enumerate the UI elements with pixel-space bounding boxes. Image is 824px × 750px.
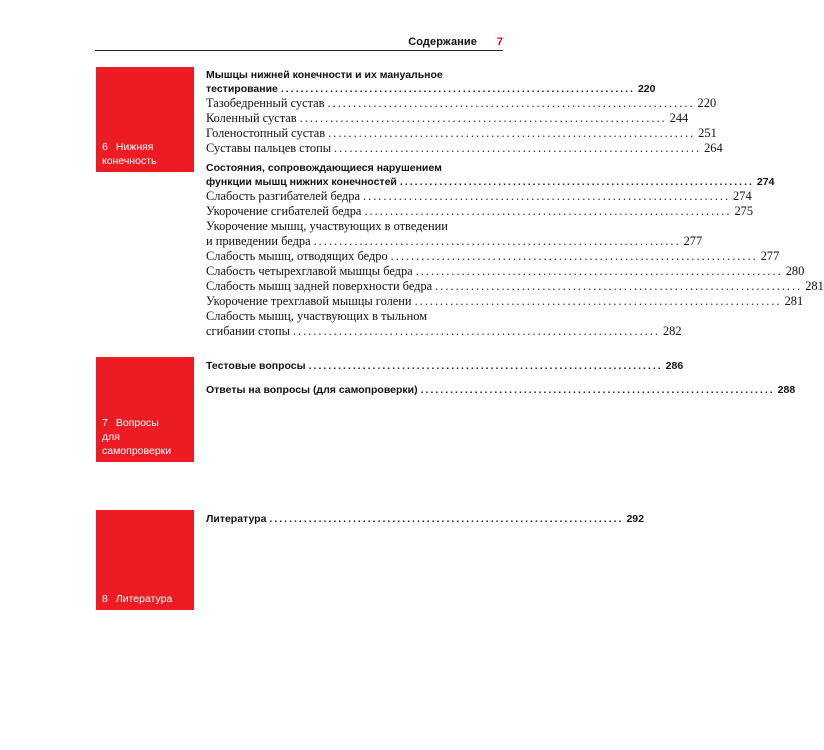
leader-dots: ........................................................................ — [364, 204, 732, 218]
chapter-6-title-line2: конечность — [102, 155, 157, 167]
toc-entry-text: Тазобедренный сустав — [206, 96, 325, 110]
leader-dots: ........................................................................ — [363, 189, 731, 203]
toc-entry-text: Укорочение сгибателей бедра — [206, 204, 362, 218]
toc-entry-text: Слабость мышц задней поверхности бедра — [206, 279, 433, 293]
toc-entry-text: Голеностопный сустав — [206, 126, 326, 140]
toc-entry-text: Коленный сустав — [206, 111, 297, 125]
leader-dots: ........................................................................ — [292, 324, 660, 338]
toc-entry[interactable] — [206, 189, 752, 204]
toc-entry-page: 281 — [805, 279, 824, 293]
toc-entry[interactable] — [206, 204, 754, 219]
toc-heading-page: 220 — [637, 83, 656, 95]
toc-entry-page: 264 — [704, 141, 723, 155]
running-header-section: Содержание — [408, 36, 477, 48]
leader-dots: ........................................................................ — [390, 249, 758, 263]
toc-heading-entry[interactable] — [206, 512, 644, 526]
toc-entry[interactable] — [206, 324, 682, 339]
toc-chapter-8 — [206, 512, 644, 526]
toc-heading-entry[interactable] — [206, 82, 656, 96]
toc-entry[interactable] — [206, 234, 703, 249]
toc-entry[interactable] — [206, 96, 717, 111]
toc-entry-text: Слабость мышц, отводящих бедро — [206, 249, 388, 263]
chapter-8-title-line1: Литература — [115, 593, 173, 605]
toc-heading-entry[interactable] — [206, 175, 775, 189]
chapter-8-tab[interactable] — [96, 510, 194, 610]
toc-entry-text: Слабость четырехглавой мышцы бедра — [206, 264, 413, 278]
toc-entry[interactable] — [206, 279, 824, 294]
toc-heading-page: 288 — [777, 384, 796, 396]
toc-entry-text: сгибании стопы — [206, 324, 290, 338]
chapter-6-number: 6 — [102, 141, 108, 153]
header-rule — [95, 50, 503, 51]
toc-entry-text: и приведении бедра — [206, 234, 311, 248]
toc-entry-page: 282 — [662, 324, 682, 338]
toc-entry-text: Слабость разгибателей бедра — [206, 189, 361, 203]
chapter-7-number: 7 — [102, 417, 108, 429]
leader-dots: ........................................................................ — [269, 513, 624, 525]
leader-dots: ........................................................................ — [308, 360, 663, 372]
leader-dots: ........................................................................ — [399, 176, 754, 188]
leader-dots: ........................................................................ — [313, 234, 681, 248]
chapter-7-title-line2: для самопроверки — [102, 431, 172, 457]
running-header — [0, 36, 600, 56]
toc-entry-text: Суставы пальцев стопы — [206, 141, 332, 155]
toc-heading-entry[interactable] — [206, 359, 684, 373]
toc-entry[interactable] — [206, 249, 780, 264]
toc-chapter-7 — [206, 359, 796, 397]
toc-entry-page: 244 — [669, 111, 689, 125]
leader-dots: ........................................................................ — [414, 294, 782, 308]
leader-dots: ........................................................................ — [280, 83, 635, 95]
chapter-8-caption — [102, 592, 190, 606]
toc-entry-line: Укорочение мышц, участвующих в отведении — [206, 219, 448, 233]
toc-heading-entry[interactable] — [206, 383, 796, 397]
toc-entry[interactable] — [206, 141, 723, 156]
toc-entry-page: 280 — [785, 264, 805, 278]
toc-heading-text: Ответы на вопросы (для самопроверки) — [206, 384, 418, 396]
chapter-6-tab[interactable] — [96, 67, 194, 172]
page-number: 7 — [496, 36, 503, 48]
spacer — [206, 373, 506, 383]
toc-subentries-1 — [206, 96, 723, 156]
toc-heading-text: тестирование — [206, 83, 278, 95]
leader-dots: ........................................................................ — [299, 111, 667, 125]
toc-entry-page: 220 — [697, 96, 717, 110]
toc-entry-page: 281 — [784, 294, 804, 308]
toc-entry-page: 277 — [760, 249, 780, 263]
toc-entry[interactable] — [206, 294, 804, 309]
toc-entry[interactable] — [206, 126, 717, 141]
toc-heading-text: Тестовые вопросы — [206, 360, 306, 372]
toc-heading-page: 292 — [626, 513, 644, 525]
toc-entry-text: Укорочение трехглавой мышцы голени — [206, 294, 412, 308]
toc-heading-line: Состояния, сопровождающиеся нарушением — [206, 162, 442, 174]
toc-heading-line: Мышцы нижней конечности и их мануальное — [206, 69, 443, 81]
toc-entry-line: Слабость мышц, участвующих в тыльном — [206, 309, 428, 323]
leader-dots: ........................................................................ — [334, 141, 702, 155]
leader-dots: ........................................................................ — [415, 264, 783, 278]
toc-entry[interactable] — [206, 264, 805, 279]
chapter-7-title-line1: Вопросы — [115, 417, 159, 429]
chapter-7-caption — [102, 416, 190, 458]
toc-entry[interactable] — [206, 111, 689, 126]
toc-entry-page: 277 — [683, 234, 703, 248]
leader-dots: ........................................................................ — [327, 96, 695, 110]
leader-dots: ........................................................................ — [435, 279, 803, 293]
chapter-6-title-line1: Нижняя — [115, 141, 154, 153]
chapter-7-tab[interactable] — [96, 357, 194, 462]
toc-heading-page: 286 — [665, 360, 684, 372]
toc-chapter-6 — [206, 68, 824, 339]
leader-dots: ........................................................................ — [420, 384, 775, 396]
chapter-8-number: 8 — [102, 593, 108, 605]
toc-heading-text: Литература — [206, 513, 267, 525]
chapter-6-caption — [102, 140, 190, 168]
toc-entry-page: 275 — [734, 204, 754, 218]
toc-heading-text: функции мышц нижних конечностей — [206, 176, 397, 188]
leader-dots: ........................................................................ — [328, 126, 696, 140]
toc-entry-page: 251 — [698, 126, 717, 140]
toc-heading-page: 274 — [756, 176, 775, 188]
toc-entry-page: 274 — [733, 189, 752, 203]
